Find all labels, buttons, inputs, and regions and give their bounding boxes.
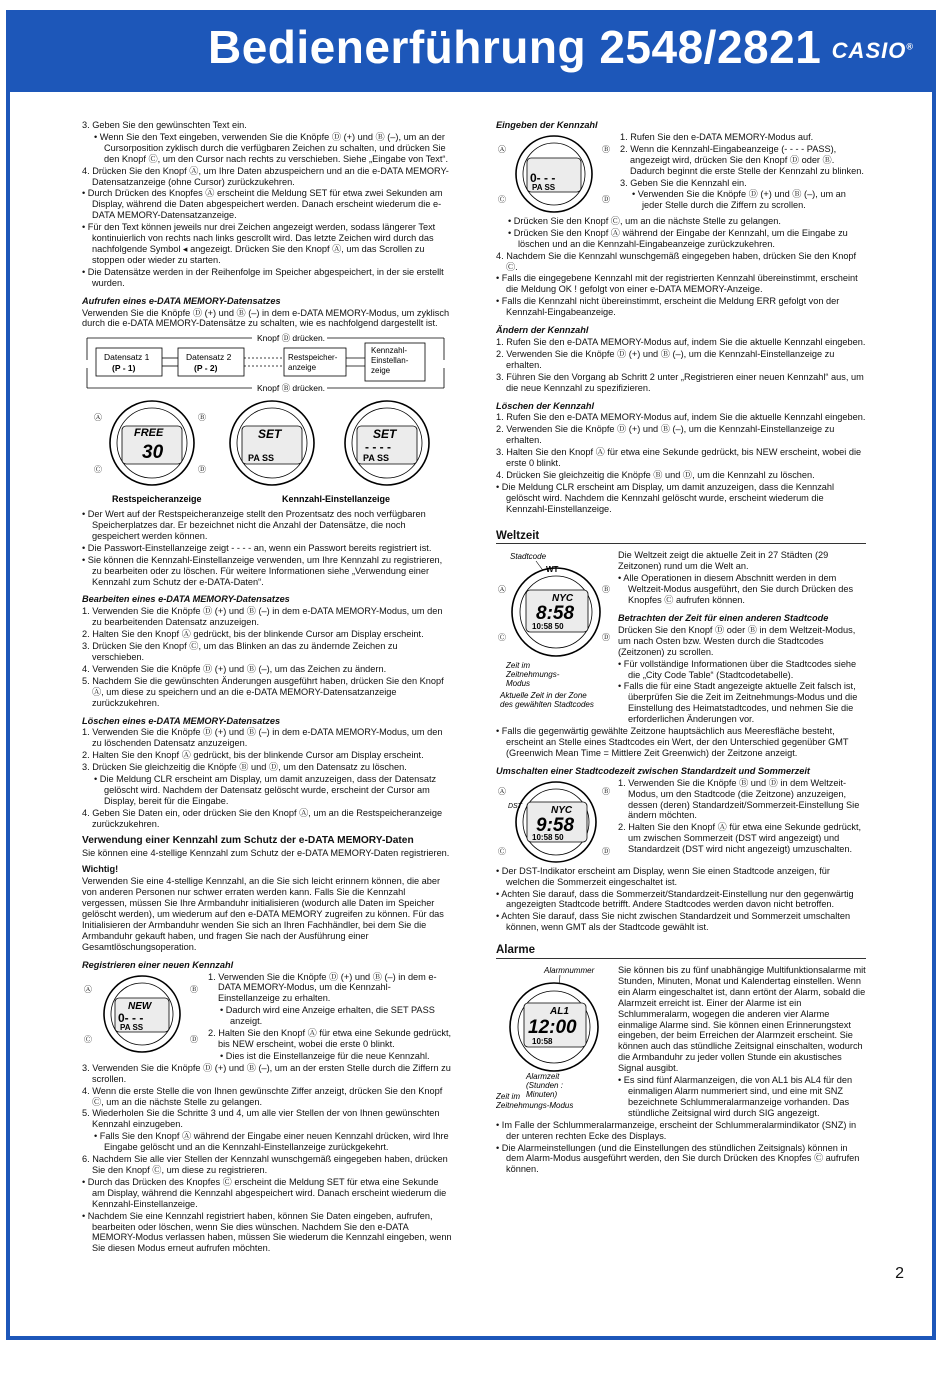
step: 4. Drücken Sie gleichzeitig die Knöpfe Ⓑ und Ⓓ, um die Kennzahl zu löschen.	[496, 469, 815, 480]
bullet: • Verwenden Sie die Knöpfe Ⓓ (+) und Ⓑ (–), um an jeder Stelle durch die Ziffern zu scrollen.	[632, 189, 846, 211]
step: 5. Wiederholen Sie die Schritte 3 und 4, um alle vier Stellen der von Ihnen gewünschten Kennzahl einzugeben.	[82, 1108, 440, 1130]
svg-text:Datensatz 1: Datensatz 1	[104, 352, 150, 363]
step: 4. Wenn die erste Stelle die von Ihnen gewünschte Ziffer anzeigt, drücken Sie den Knopf Ⓒ, um an die nächste Stelle zu gelangen.	[82, 1085, 443, 1107]
bullet: • Durch Drücken des Knopfes Ⓐ erscheint die Meldung SET für etwa zwei Sekunden am Display, während die Daten abgespeichert werden. Danach erscheint wiederum die e-DATA MEMORY-Datensatzanzeige.	[82, 188, 443, 221]
step: 3. Verwenden Sie die Knöpfe Ⓓ (+) und Ⓑ (–), um an der ersten Stelle durch die Ziffern zu scrollen.	[82, 1062, 451, 1084]
subheading: Eingeben der Kennzahl	[496, 120, 598, 130]
subheading: Aufrufen eines e-DATA MEMORY-Datensatzes	[82, 295, 281, 306]
svg-text:Ⓐ: Ⓐ	[498, 585, 506, 595]
bullet: • Es sind fünf Alarmanzeigen, die von AL1 bis AL4 für den einmaligen Alarm nummeriert sind, und eine mit SNZ bezeichnete Schlummeralarmanzeige vorhanden. Das stündliche Zeitsignal wird durch SIG angezeigt.	[618, 1075, 853, 1118]
bullet: • Falls die eingegebene Kennzahl mit der registrierten Kennzahl übereinstimmt, erscheint die Meldung OK ! gefolgt von einer e-DATA MEMORY-Anzeige.	[496, 273, 858, 295]
svg-text:10:58: 10:58	[532, 1037, 553, 1047]
svg-text:Minuten): Minuten)	[526, 1090, 558, 1100]
bullet: • Die Alarmeinstellungen (und die Einstellungen des stündlichen Zeitsignals) können in dem Alarm-Modus ausgeführt werden, den Sie durch Drücken des Knopfes Ⓒ aufrufen können.	[496, 1142, 860, 1175]
svg-text:Ⓐ: Ⓐ	[94, 413, 102, 423]
svg-text:Ⓒ: Ⓒ	[498, 846, 506, 856]
svg-text:anzeige: anzeige	[288, 363, 317, 373]
enter-code-steps	[620, 132, 866, 212]
bullet: • Für den Text können jeweils nur drei Zeichen angezeigt werden, sodass längerer Text kontinuierlich von rechts nach links gescrollt wird. Das letzte Zeichen wird durch das nachfolgende Symbol ◂ angezeigt. Drücken Sie den Knopf Ⓐ, um das Scrollen zu stoppen oder wieder zu starten.	[82, 222, 436, 265]
watch-worldtime-display	[496, 550, 612, 710]
flow-top-label: Knopf Ⓓ drücken.	[257, 333, 326, 344]
step: 1. Rufen Sie den e-DATA MEMORY-Modus auf.	[620, 131, 814, 142]
step: 1. Verwenden Sie die Knöpfe Ⓓ (+) und Ⓑ (–) in dem e-DATA MEMORY-Modus, um den zu bearbeitenden Datensatz anzuzeigen.	[82, 606, 443, 628]
svg-text:10:58 50: 10:58 50	[532, 622, 564, 632]
step: 3. Drücken Sie den Knopf Ⓒ, um das Blinken an das zu ändernde Zeichen zu verschieben.	[82, 641, 398, 662]
worldtime-block	[496, 550, 866, 726]
step-3: 3. Geben Sie den gewünschten Text ein.	[82, 120, 247, 130]
svg-text:Ⓐ: Ⓐ	[84, 984, 92, 994]
memory-watch-diagrams	[82, 398, 452, 506]
svg-text:0- - -: 0- - -	[530, 170, 556, 185]
svg-text:(P - 2): (P - 2)	[194, 363, 218, 374]
bullet: • Achten Sie darauf, dass die Sommerzeit/Standardzeit-Einstellung nur den gegenwärtig angezeigten Stadtcode betrifft. Andere Stadtcodes werden davon nicht betroffen.	[496, 888, 854, 910]
step: 1. Rufen Sie den e-DATA MEMORY-Modus auf, indem Sie die aktuelle Kennzahl eingeben.	[496, 412, 866, 423]
svg-text:Zeitnehmungs-: Zeitnehmungs-	[506, 670, 560, 680]
svg-text:PA SS: PA SS	[363, 453, 390, 464]
watch-pass-display	[496, 132, 614, 216]
bullet: • Im Falle der Schlummeralarmanzeige, erscheint der Schlummeralarmindikator (SNZ) in der unteren rechten Ecke des Displays.	[496, 1119, 857, 1141]
svg-text:AL1: AL1	[550, 1006, 569, 1018]
right-column	[496, 120, 866, 1176]
svg-text:des gewählten Stadtcodes: des gewählten Stadtcodes	[500, 700, 594, 710]
svg-text:DST: DST	[508, 802, 522, 810]
bullet: • Dies ist die Einstellanzeige für die neue Kennzahl.	[220, 1050, 430, 1061]
paragraph: Sie können bis zu fünf unabhängige Multifunktionsalarme mit Stunden, Minuten, Monat und Kalendertag einstellen. Wenn ein Alarm eingeschaltet ist, dann ertönt der Alarm, sobald die Alarmzeit erreicht ist. Einer der Alarme ist ein Schlummeralarm, wogegen die anderen vier Alarme einmalige Alarme sind. Sie können einen Erinnerungstext eingeben, der beim Erreichen der Alarmzeit erscheint. Sie können auch das stündliche Zeitsignal einschalten, wodurch die Armbanduhr zu jeder vollen Stunde ein akustisches Signal ausgibt.	[618, 965, 866, 1074]
section-heading: Verwendung einer Kennzahl zum Schutz der e-DATA MEMORY-Daten	[82, 834, 414, 846]
paragraph: Sie können eine 4-stellige Kennzahl zum Schutz der e-DATA MEMORY-Daten registrieren.	[82, 847, 450, 858]
svg-text:- - - -: - - - -	[365, 440, 391, 455]
svg-text:NYC: NYC	[551, 804, 573, 816]
step: 4. Verwenden Sie die Knöpfe Ⓓ (+) und Ⓑ (–), um das Zeichen zu ändern.	[82, 663, 387, 674]
svg-text:Datensatz 2: Datensatz 2	[186, 352, 232, 363]
step: 6. Nachdem Sie alle vier Stellen der Kennzahl wunschgemäß eingegeben haben, drücken Sie den Knopf Ⓒ, um diese zu registrieren.	[82, 1154, 448, 1175]
casio-logo: CASIO®	[831, 38, 914, 63]
bullet: • Falls die für eine Stadt angezeigte aktuelle Zeit falsch ist, überprüfen Sie die Zeit im Zeitnehmungs-Modus und die Einstellung des Heimatstadtcodes, und nehmen Sie die erforderlichen Änderungen vor.	[618, 681, 858, 725]
bullet: • Die Meldung CLR erscheint am Display, um damit anzuzeigen, dass die Kennzahl gelöscht wird. Nachdem die Kennzahl gelöscht wurde, erscheint wiederum die Kennzahl-Einstellanzeige.	[496, 481, 835, 514]
step: 2. Halten Sie den Knopf Ⓐ für etwa eine Sekunde gedrückt, bis NEW erscheint, wobei die erste 0 blinkt.	[208, 1028, 452, 1049]
step: 5. Nachdem Sie die gewünschten Änderungen ausgeführt haben, drücken Sie den Knopf Ⓐ, um diese zu speichern und an die e-DATA MEMORY-Datensatzanzeige zurückzukehren.	[82, 675, 444, 708]
record-flow-diagram	[82, 333, 452, 393]
important-label: Wichtig!	[82, 864, 119, 875]
step: 3. Halten Sie den Knopf Ⓐ für etwa eine Sekunde gedrückt, bis NEW erscheint, wobei die erste 0 blinkt.	[496, 447, 862, 469]
watch-new-display	[82, 972, 202, 1056]
bullet: • Drücken Sie den Knopf Ⓒ, um an die nächste Stelle zu gelangen.	[508, 215, 781, 226]
svg-text:Ⓓ: Ⓓ	[602, 846, 610, 856]
svg-text:Aktuelle Zeit in der Zone: Aktuelle Zeit in der Zone	[500, 691, 587, 701]
enter-code-block	[496, 132, 866, 216]
bullet: • Falls die Kennzahl nicht übereinstimmt, erscheint die Meldung ERR gefolgt von der Kennzahl-Eingabeanzeige.	[496, 296, 840, 318]
section-alarme: Alarme	[496, 945, 866, 959]
subheading: Löschen eines e-DATA MEMORY-Datensatzes	[82, 715, 281, 726]
section-weltzeit: Weltzeit	[496, 531, 866, 545]
svg-text:Ⓑ: Ⓑ	[198, 413, 206, 423]
caption-kennzahl: Kennzahl-Einstellanzeige	[282, 494, 391, 505]
bullet: • Die Datensätze werden in der Reihenfolge im Speicher abgespeichert, in der sie erstellt wurden.	[82, 266, 444, 288]
svg-text:Modus: Modus	[506, 679, 531, 689]
svg-text:(P - 1): (P - 1)	[112, 363, 136, 374]
svg-text:Ⓒ: Ⓒ	[94, 465, 102, 475]
step: 3. Drücken Sie gleichzeitig die Knöpfe Ⓑ und Ⓓ, um den Datensatz zu löschen.	[82, 762, 407, 773]
paragraph: Drücken Sie den Knopf Ⓓ oder Ⓑ in dem Weltzeit-Modus, um nach Osten bzw. Westen durch die Stadtcodes (Zeitzonen) zu scrollen.	[618, 624, 856, 657]
svg-text:Ⓑ: Ⓑ	[190, 984, 198, 994]
left-column	[82, 120, 452, 1255]
svg-text:PA SS: PA SS	[120, 1022, 144, 1032]
watch-free-display	[94, 401, 206, 485]
svg-text:8:58: 8:58	[536, 603, 575, 625]
bullet: • Falls Sie den Knopf Ⓐ während der Eingabe einer neuen Kennzahl drücken, wird Ihre Eingabe gelöscht und an die Kennzahl-Einstellanzeige zurückgekehrt.	[94, 1131, 449, 1153]
step: 1. Rufen Sie den e-DATA MEMORY-Modus auf, indem Sie die aktuelle Kennzahl eingeben.	[496, 336, 866, 347]
worldtime-text	[618, 550, 866, 726]
subheading: Registrieren einer neuen Kennzahl	[82, 959, 234, 970]
bullet: • Alle Operationen in diesem Abschnitt werden in dem Weltzeit-Modus ausgeführt, den Sie durch Drücken des Knopfes Ⓒ aufrufen können.	[618, 573, 854, 606]
paragraph: Verwenden Sie eine 4-stellige Kennzahl, an die Sie sich leicht erinnern können, die aber von anderen Personen nur schwer erraten werden kann. Falls Sie die Kennzahl vergessen, müssen Sie Ihre Armbanduhr initialisieren (wodurch alle Daten im Speicher gelöscht werden), um wiederum auf den e-DATA MEMORY zugreifen zu können. Für das Initialisieren der Armbanduhr wenden Sie sich an Ihren Fachhändler, bei dem Sie die Armbanduhr gekauft haben, und fragen Sie nach der Ausführung einer Gesamtlöschungsoperation.	[82, 876, 444, 952]
subheading: Umschalten einer Stadtcodezeit zwischen Standardzeit und Sommerzeit	[496, 765, 810, 776]
svg-text:SET: SET	[258, 427, 282, 442]
svg-text:0- - -: 0- - -	[118, 1010, 144, 1025]
flow-bottom-label: Knopf Ⓑ drücken.	[257, 383, 326, 394]
svg-text:Zeit im: Zeit im	[496, 1092, 520, 1102]
svg-text:Ⓑ: Ⓑ	[602, 144, 610, 154]
svg-text:SET: SET	[373, 427, 397, 442]
svg-text:9:58: 9:58	[536, 814, 575, 836]
step: 3. Geben Sie die Kennzahl ein.	[620, 177, 747, 188]
register-steps	[208, 972, 452, 1063]
svg-text:Ⓓ: Ⓓ	[602, 194, 610, 204]
step: 2. Halten Sie den Knopf Ⓐ gedrückt, bis der blinkende Cursor am Display erscheint.	[82, 750, 424, 761]
step: 2. Wenn die Kennzahl-Eingabeanzeige (- - - - PASS), angezeigt wird, drücken Sie den Knopf Ⓓ oder Ⓑ. Dadurch beginnt die erste Stelle der Kennzahl zu blinken.	[620, 143, 864, 176]
svg-text:Restspeicher-: Restspeicher-	[288, 353, 338, 363]
svg-text:Ⓒ: Ⓒ	[498, 194, 506, 204]
step: 2. Verwenden Sie die Knöpfe Ⓓ (+) und Ⓑ (–), um die Kennzahl-Einstellanzeige zu erhalten.	[496, 348, 835, 370]
svg-text:Ⓒ: Ⓒ	[498, 633, 506, 643]
svg-text:Ⓓ: Ⓓ	[602, 633, 610, 643]
watch-set-display	[230, 401, 314, 485]
bullet: • Drücken Sie den Knopf Ⓐ während der Eingabe der Kennzahl, um die Eingabe zu löschen und an die Kennzahl-Eingabeanzeige zurückzukehren.	[508, 227, 848, 249]
header-bar	[10, 14, 932, 92]
svg-text:NEW: NEW	[128, 1000, 152, 1012]
svg-text:Ⓑ: Ⓑ	[602, 786, 610, 796]
paragraph: Die Weltzeit zeigt die aktuelle Zeit in 27 Städten (29 Zeitzonen) rund um die Welt an.	[618, 550, 829, 572]
bullet: • Der DST-Indikator erscheint am Display, wenn Sie einen Stadtcode anzeigen, für welchen die Sommerzeit eingeschaltet ist.	[496, 865, 830, 887]
step: 4. Geben Sie Daten ein, oder drücken Sie den Knopf Ⓐ, um an die Restspeicheranzeige zurückzukehren.	[82, 807, 443, 829]
bullet: • Der Wert auf der Restspeicheranzeige stellt den Prozentsatz des noch verfügbaren Speicherplatzes dar. Er bezeichnet nicht die Anzahl der Datensätze, die noch gespeichert werden können.	[82, 509, 426, 541]
svg-text:Einstellan-: Einstellan-	[371, 356, 409, 366]
step: 3. Führen Sie den Vorgang ab Schritt 2 unter „Registrieren einer neuen Kennzahl“ aus, um die neue Kennzahl zu spezifizieren.	[496, 371, 864, 393]
caption-restspeicher: Restspeicheranzeige	[112, 494, 202, 505]
bullet: • Die Passwort-Einstellanzeige zeigt - - - - an, wenn ein Passwort bereits registriert ist.	[82, 542, 432, 553]
svg-text:WT: WT	[546, 565, 559, 575]
svg-text:NYC: NYC	[552, 593, 574, 605]
bullet: • Wenn Sie den Text eingeben, verwenden Sie die Knöpfe Ⓓ (+) und Ⓑ (–), um an der Cursorposition zyklisch durch die verfügbaren Zeichen zu schalten, und drücken Sie den Knopf Ⓒ, um den Cursor nach rechts zu verschieben. Siehe „Eingabe von Text“.	[94, 131, 449, 164]
bullet: • Achten Sie darauf, dass Sie nicht zwischen Standardzeit und Sommerzeit umschalten können, wenn GMT als der Stadtcode gewählt ist.	[496, 911, 851, 933]
svg-text:Ⓒ: Ⓒ	[84, 1034, 92, 1044]
step-4: 4. Drücken Sie den Knopf Ⓐ, um Ihre Daten abzuspeichern und an die e-DATA MEMORY-Datensatzanzeige (ohne Cursor) zurückzukehren.	[82, 165, 449, 187]
svg-text:FREE: FREE	[134, 427, 164, 440]
svg-text:Alarmzeit: Alarmzeit	[526, 1072, 560, 1082]
bullet: • Die Meldung CLR erscheint am Display, um damit anzuzeigen, dass der Datensatz gelöscht wird. Nachdem der Datensatz gelöscht wurde, erscheint der Cursor am Display, bereit für die Eingabe.	[94, 774, 437, 806]
bullet: • Für vollständige Informationen über die Stadtcodes siehe die „City Code Table“ (Stadtcodetabelle).	[618, 658, 857, 680]
page-number: 2	[895, 1265, 904, 1282]
step: 1. Verwenden Sie die Knöpfe Ⓓ (+) und Ⓑ (–) in dem e-DATA MEMORY-Modus, um den zu löschenden Datensatz anzuzeigen.	[82, 727, 443, 749]
svg-text:Alarmnummer: Alarmnummer	[544, 966, 595, 976]
svg-text:Ⓓ: Ⓓ	[198, 465, 206, 475]
svg-text:Ⓐ: Ⓐ	[498, 786, 506, 796]
step: 2. Halten Sie den Knopf Ⓐ für etwa eine Sekunde gedrückt, um zwischen Sommerzeit (DST wird angezeigt) und Standardzeit (DST wird nicht angezeigt) umzuschalten.	[618, 822, 862, 855]
step: 2. Halten Sie den Knopf Ⓐ gedrückt, bis der blinkende Cursor am Display erscheint.	[82, 629, 424, 640]
svg-text:Ⓓ: Ⓓ	[190, 1034, 198, 1044]
subheading: Löschen der Kennzahl	[496, 400, 595, 411]
svg-text:Stadtcode: Stadtcode	[510, 552, 547, 562]
svg-text:Ⓐ: Ⓐ	[498, 144, 506, 154]
svg-text:PA SS: PA SS	[248, 453, 275, 464]
svg-text:Kennzahl-: Kennzahl-	[371, 346, 408, 356]
svg-text:12:00: 12:00	[528, 1017, 577, 1039]
page-title: Bedienerführung 2548/2821	[208, 21, 822, 73]
bullet: • Durch das Drücken des Knopfes Ⓒ erscheint die Meldung SET für etwa eine Sekunde am Display, während die Kennzahl abgespeichert wird. Danach erscheint wiederum die Kennzahl-Einstellanzeige.	[82, 1176, 447, 1209]
subheading: Ändern der Kennzahl	[496, 325, 589, 336]
dst-block	[496, 778, 866, 866]
svg-text:zeige: zeige	[371, 366, 391, 376]
brand-text: CASIO	[831, 38, 907, 63]
paragraph: Verwenden Sie die Knöpfe Ⓓ (+) und Ⓑ (–) in dem e-DATA MEMORY-Modus, um zyklisch durch die e-DATA MEMORY-Datensätze zu schalten, wie es nachfolgend dargestellt ist.	[82, 307, 450, 329]
step: 4. Nachdem Sie die Kennzahl wunschgemäß eingegeben haben, drücken Sie den Knopf Ⓒ.	[496, 250, 857, 272]
watch-dst-display	[496, 778, 612, 866]
svg-text:10:58 50: 10:58 50	[532, 832, 564, 842]
dst-steps	[618, 778, 866, 856]
subheading: Betrachten der Zeit für einen anderen Stadtcode	[618, 613, 829, 623]
alarm-text	[618, 965, 866, 1120]
subheading: Bearbeiten eines e-DATA MEMORY-Datensatzes	[82, 594, 290, 605]
register-block	[82, 972, 452, 1063]
step: 1. Verwenden Sie die Knöpfe Ⓓ (+) und Ⓑ (–) in dem e-DATA MEMORY-Modus, um die Kennzahl-Einstellanzeige zu erhalten.	[208, 971, 437, 1004]
svg-text:30: 30	[142, 442, 164, 464]
watch-set-dashes-display	[345, 401, 429, 485]
svg-text:Zeitnehmungs-Modus: Zeitnehmungs-Modus	[496, 1101, 574, 1111]
step: 1. Verwenden Sie die Knöpfe Ⓑ und Ⓓ in dem Weltzeit-Modus, um den Stadtcode (die Zeitzone) anzuzeigen, dessen (deren) Standardzeit/Sommerzeit-Einstellung Sie ändern möchten.	[618, 777, 860, 821]
alarm-block	[496, 965, 866, 1120]
svg-text:PA SS: PA SS	[532, 182, 556, 192]
bullet: • Sie können die Kennzahl-Einstellanzeige verwenden, um Ihre Kennzahl zu registrieren, zu bearbeiten oder zu löschen. Für weitere Informationen siehe „Verwendung einer Kennzahl zum Schutz der e-DATA-Daten“.	[82, 554, 443, 587]
svg-text:(Stunden :: (Stunden :	[526, 1081, 563, 1091]
bullet: • Dadurch wird eine Anzeige erhalten, die SET PASS anzeigt.	[220, 1005, 435, 1027]
bullet: • Falls die gegenwärtig gewählte Zeitzone hauptsächlich aus Meeresfläche besteht, erscheint an Stelle eines Stadtcodes ein Wert, der den Unterschied gegenüber GMT (Greenwich Mean Time = Mittlere Zeit Greenwich) der Zeitzone anzeigt.	[496, 726, 849, 758]
step: 2. Verwenden Sie die Knöpfe Ⓓ (+) und Ⓑ (–), um die Kennzahl-Einstellanzeige zu erhalten.	[496, 424, 835, 446]
watch-alarm-display	[496, 965, 612, 1115]
svg-text:Zeit im: Zeit im	[506, 661, 530, 671]
svg-text:Ⓑ: Ⓑ	[602, 585, 610, 595]
bullet: • Nachdem Sie eine Kennzahl registriert haben, können Sie Daten eingeben, aufrufen, bearbeiten oder löschen, wenn Sie dies wünschen. Nachdem Sie den e-DATA MEMORY-Modus verlassen haben, müssen Sie wiederum die Kennzahl eingeben, wenn Sie diesen Modus erneut aufrufen möchten.	[82, 1210, 452, 1254]
